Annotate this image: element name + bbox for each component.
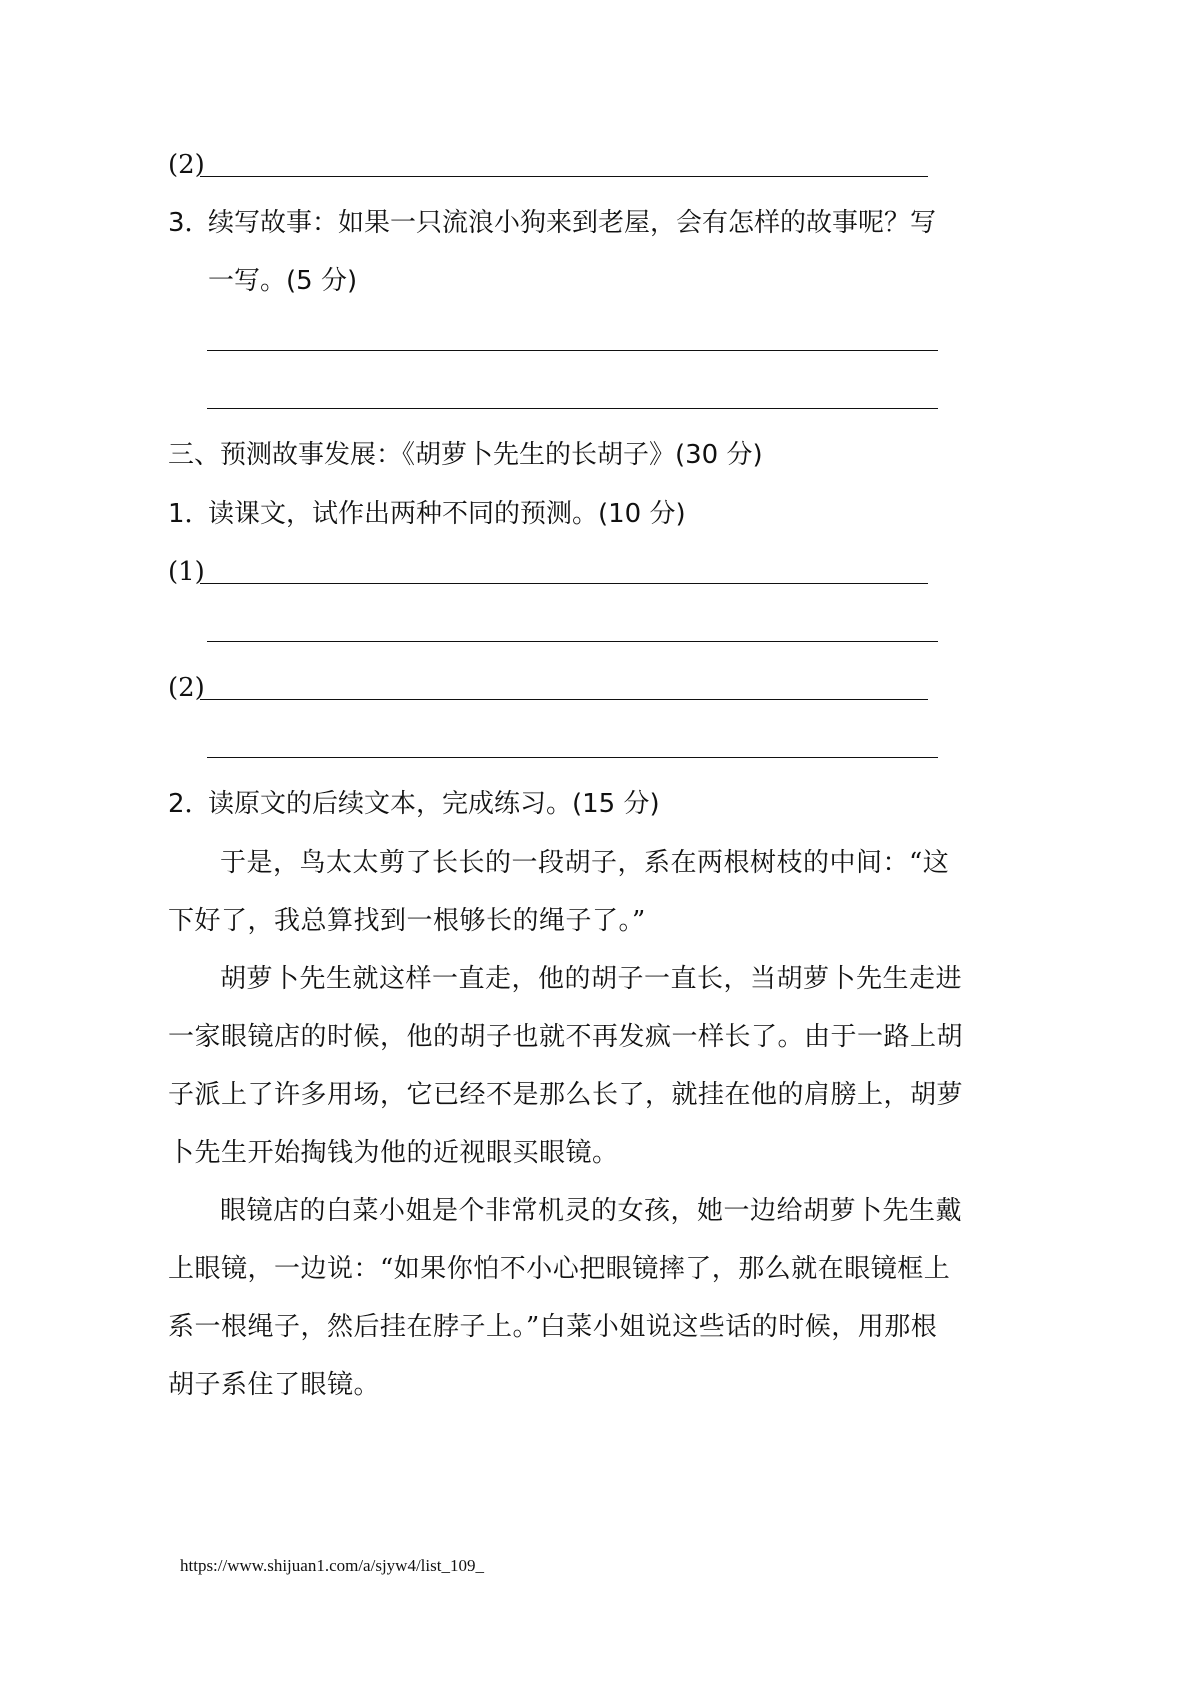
answer-line[interactable] bbox=[207, 408, 938, 409]
s3-q1-text: 读课文，试作出两种不同的预测。(10 分) bbox=[208, 499, 686, 529]
passage-line: 子派上了许多用场，它已经不是那么长了，就挂在他的肩膀上，胡萝 bbox=[168, 1080, 964, 1110]
passage-line: 系一根绳子，然后挂在脖子上。”白菜小姐说这些话的时候，用那根 bbox=[168, 1312, 938, 1342]
answer-line[interactable] bbox=[200, 176, 928, 177]
q3-text-line1: 续写故事：如果一只流浪小狗来到老屋，会有怎样的故事呢？写 bbox=[208, 208, 937, 238]
answer-line[interactable] bbox=[207, 757, 938, 758]
passage-line: 一家眼镜店的时候，他的胡子也就不再发疯一样长了。由于一路上胡 bbox=[168, 1022, 964, 1052]
passage-line: 卜先生开始掏钱为他的近视眼买眼镜。 bbox=[168, 1138, 619, 1168]
s3-q1-part2-label: (2) bbox=[168, 673, 205, 703]
footer-url: https://www.shijuan1.com/a/sjyw4/list_109_ bbox=[180, 1556, 484, 1575]
passage-line: 于是，鸟太太剪了长长的一段胡子，系在两根树枝的中间：“这 bbox=[220, 848, 950, 878]
q3-number: 3． bbox=[168, 208, 211, 238]
answer-line[interactable] bbox=[200, 583, 928, 584]
s3-q1-part1-label: (1) bbox=[168, 557, 205, 587]
section3-heading: 三、预测故事发展：《胡萝卜先生的长胡子》(30 分) bbox=[168, 440, 763, 470]
q2-part2-label: (2) bbox=[168, 150, 205, 180]
answer-line[interactable] bbox=[207, 350, 938, 351]
s3-q2-number: 2． bbox=[168, 789, 211, 819]
passage-line: 下好了，我总算找到一根够长的绳子了。” bbox=[168, 906, 646, 936]
passage-line: 眼镜店的白菜小姐是个非常机灵的女孩，她一边给胡萝卜先生戴 bbox=[220, 1196, 963, 1226]
answer-line[interactable] bbox=[200, 699, 928, 700]
answer-line[interactable] bbox=[207, 641, 938, 642]
s3-q1-number: 1． bbox=[168, 499, 211, 529]
s3-q2-text: 读原文的后续文本，完成练习。(15 分) bbox=[208, 789, 660, 819]
passage-line: 上眼镜，一边说：“如果你怕不小心把眼镜摔了，那么就在眼镜框上 bbox=[168, 1254, 951, 1284]
passage-line: 胡子系住了眼镜。 bbox=[168, 1370, 381, 1400]
q3-text-line2: 一写。(5 分) bbox=[208, 266, 358, 296]
passage-line: 胡萝卜先生就这样一直走，他的胡子一直长，当胡萝卜先生走进 bbox=[220, 964, 963, 994]
